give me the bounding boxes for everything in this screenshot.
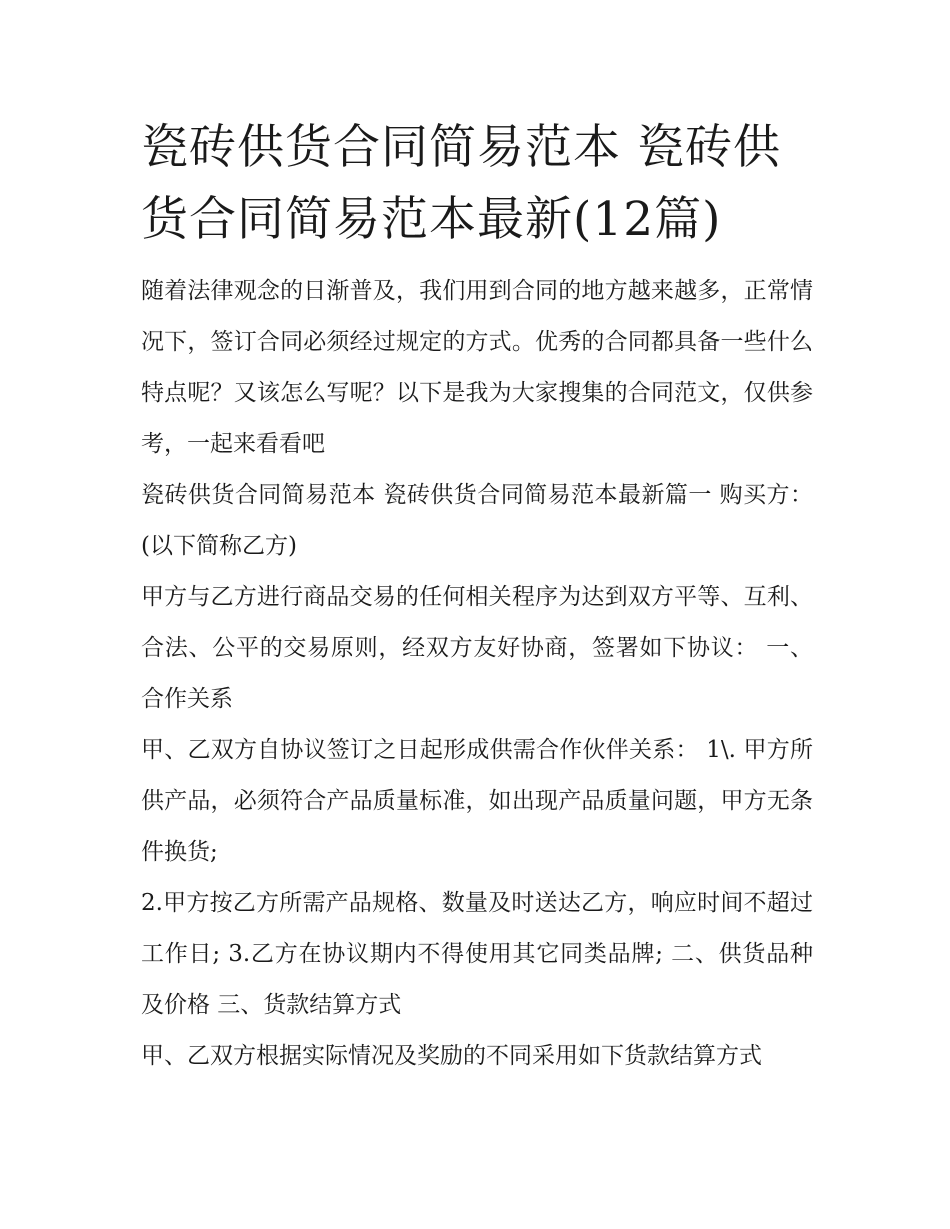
section-heading-paragraph: 瓷砖供货合同简易范本 瓷砖供货合同简易范本最新篇一 购买方：(以下简称乙方) xyxy=(141,482,813,559)
document-page xyxy=(141,112,813,1082)
document-title: 瓷砖供货合同简易范本 瓷砖供货合同简易范本最新(12篇) xyxy=(141,120,781,247)
intro-paragraph: 随着法律观念的日渐普及，我们用到合同的地方越来越多，正常情况下，签订合同必须经过规定的方式。优秀的合同都具备一些什么特点呢？又该怎么写呢？以下是我为大家搜集的合同范文，仅供参考，一起来看看吧 xyxy=(141,278,813,457)
agreement-paragraph: 甲方与乙方进行商品交易的任何相关程序为达到双方平等、互利、合法、公平的交易原则，经双方友好协商，签署如下协议： 一、 合作关系 xyxy=(141,584,813,712)
delivery-clause-paragraph: 2.甲方按乙方所需产品规格、数量及时送达乙方，响应时间不超过 工作日; 3.乙方在协议期内不得使用其它同类品牌; 二、供货品种及价格 三、货款结算方式 xyxy=(141,890,813,1018)
cooperation-clause-paragraph: 甲、乙双方自协议签订之日起形成供需合作伙伴关系： 1\. 甲方所供产品，必须符合产品质量标准，如出现产品质量问题，甲方无条件换货; xyxy=(141,737,813,865)
payment-clause-paragraph: 甲、乙双方根据实际情况及奖励的不同采用如下货款结算方式 xyxy=(141,1043,762,1069)
